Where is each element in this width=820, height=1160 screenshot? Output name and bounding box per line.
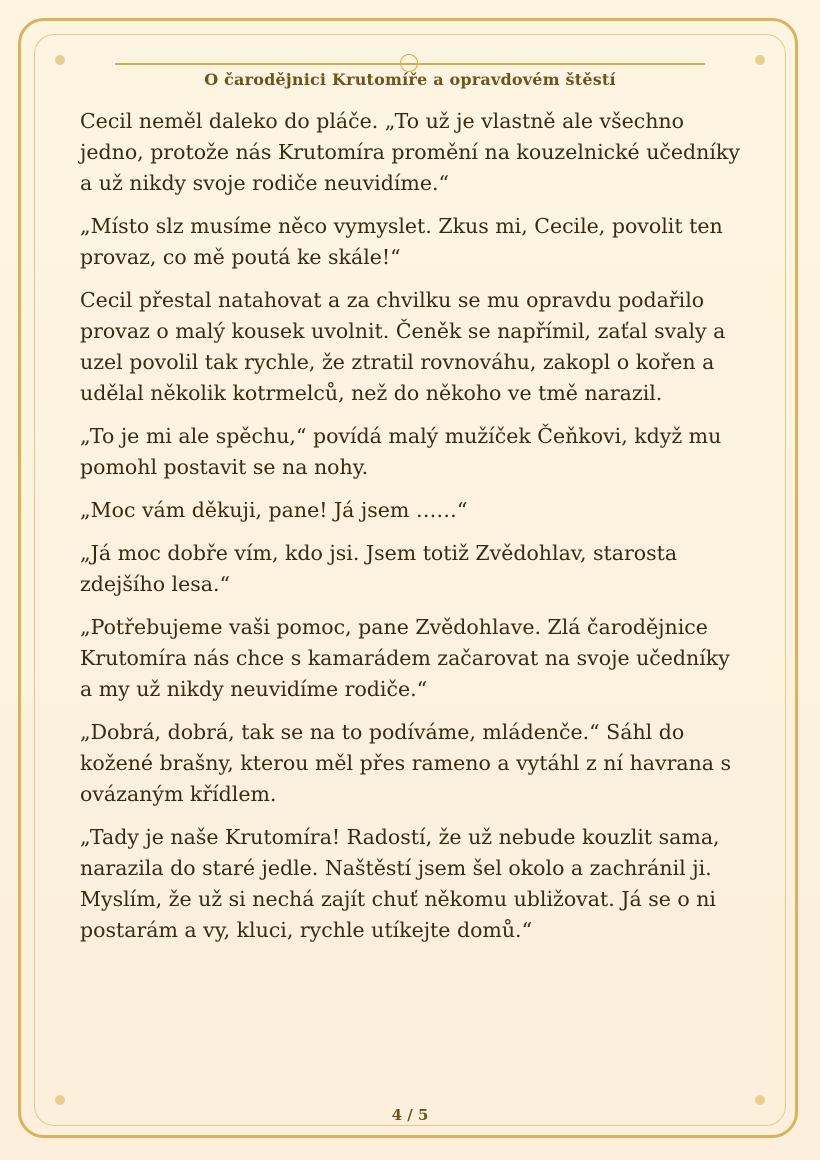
story-paragraph: „Moc vám děkuji, pane! Já jsem ……“ bbox=[80, 498, 468, 522]
story-paragraph: „Místo slz musíme něco vymyslet. Zkus mi, Cecile, povolit ten provaz, co mě poutá ke skále!“ bbox=[80, 214, 723, 269]
story-paragraph: „Já moc dobře vím, kdo jsi. Jsem totiž Zvědohlav, starosta zdejšího lesa.“ bbox=[80, 541, 678, 596]
story-paragraph: „Dobrá, dobrá, tak se na to podíváme, mládenče.“ Sáhl do kožené brašny, kterou měl přes rameno a vytáhl z ní havrana s ovázaným křídlem. bbox=[80, 720, 732, 806]
story-paragraph: „To je mi ale spěchu,“ povídá malý mužíček Čeňkovi, když mu pomohl postavit se na nohy. bbox=[80, 424, 722, 479]
corner-dot-bottom-right bbox=[755, 1095, 765, 1105]
corner-dot-top-left bbox=[55, 55, 65, 65]
page-number: 4 / 5 bbox=[391, 1106, 429, 1124]
story-paragraph: Cecil přestal natahovat a za chvilku se mu opravdu podařilo provaz o malý kousek uvolnit. Čeněk se napřímil, zaťal svaly a uzel povolil tak rychle, že ztratil rovnováhu, zakopl o kořen a udělal několik kotrmelců, než do někoho ve tmě narazil. bbox=[80, 288, 726, 405]
corner-dot-top-right bbox=[755, 55, 765, 65]
story-paragraph: „Potřebujeme vaši pomoc, pane Zvědohlave. Zlá čarodějnice Krutomíra nás chce s kamarádem začarovat na svoje učedníky a my už nikdy neuvidíme rodiče.“ bbox=[80, 615, 730, 701]
corner-dot-bottom-left bbox=[55, 1095, 65, 1105]
story-title: O čarodějnici Krutomíře a opravdovém štěstí bbox=[204, 70, 616, 89]
story-paragraph: „Tady je naše Krutomíra! Radostí, že už nebude kouzlit sama, narazila do staré jedle. Naštěstí jsem šel okolo a zachránil ji. Myslím, že už si nechá zajít chuť někomu ubližovat. Já se o ni postarám a vy, kluci, rychle utíkejte domů.“ bbox=[80, 825, 720, 942]
story-text bbox=[80, 106, 740, 958]
story-paragraph: Cecil neměl daleko do pláče. „To už je vlastně ale všechno jedno, protože nás Krutomíra promění na kouzelnické učedníky a už nikdy svoje rodiče neuvidíme.“ bbox=[80, 109, 740, 195]
